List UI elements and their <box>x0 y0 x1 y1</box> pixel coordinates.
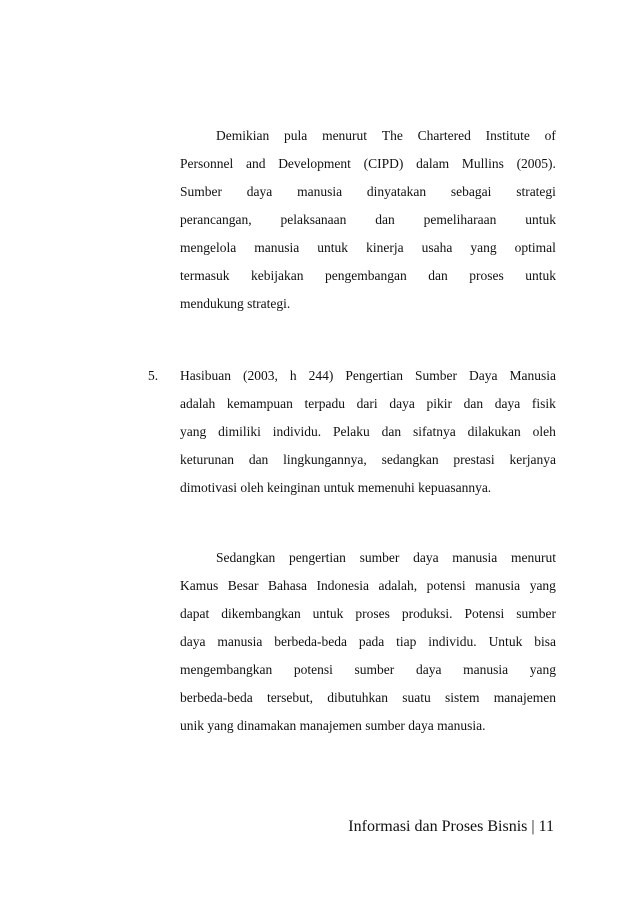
word: Institute <box>485 128 530 143</box>
word: manusia <box>254 240 300 255</box>
word: Sedangkan <box>216 550 276 565</box>
word: (2003, <box>242 368 278 383</box>
word: of <box>544 128 556 143</box>
list-number: 5. <box>148 368 159 383</box>
text-line <box>180 446 556 474</box>
word: dinyatakan <box>366 184 427 199</box>
word: The <box>381 128 403 143</box>
word: h <box>289 368 297 383</box>
word: dalam <box>416 156 450 171</box>
word: proses <box>355 606 390 621</box>
word: adalah, <box>378 578 418 593</box>
text-line <box>180 656 556 684</box>
word: Untuk <box>488 634 523 649</box>
word: yang <box>470 240 497 255</box>
word: Kamus <box>180 578 219 593</box>
word: daya <box>413 550 439 565</box>
word: sistem <box>445 690 480 705</box>
word: tersebut, <box>266 690 314 705</box>
word: (2005). <box>516 156 556 171</box>
word: menurut <box>322 128 368 143</box>
word: bisa <box>534 634 556 649</box>
word: oleh <box>532 424 556 439</box>
word: Development <box>278 156 351 171</box>
word: dapat <box>180 606 210 621</box>
word: proses <box>469 268 504 283</box>
word: Pengertian <box>345 368 404 383</box>
paragraph-kbbi-definition <box>180 544 556 740</box>
word: dan <box>428 268 448 283</box>
word: Besar <box>227 578 259 593</box>
word: Manusia <box>509 368 556 383</box>
word: manajemen <box>493 690 556 705</box>
word: potensi <box>426 578 466 593</box>
word: daya <box>389 396 415 411</box>
text-line <box>180 234 556 262</box>
word: Personnel <box>180 156 234 171</box>
word: suatu <box>402 690 431 705</box>
word: sumber <box>516 606 556 621</box>
word: daya <box>415 662 442 677</box>
word: berbeda-beda <box>274 634 347 649</box>
word: berbeda-beda <box>180 690 253 705</box>
text-line: mendukung strategi. <box>180 296 291 311</box>
word: dibutuhkan <box>327 690 389 705</box>
word: daya <box>180 634 206 649</box>
text-line <box>180 572 556 600</box>
word: kebijakan <box>251 268 304 283</box>
text-line <box>180 544 556 572</box>
word: tiap <box>396 634 417 649</box>
paragraph-hasibuan-definition <box>180 362 556 502</box>
text-line <box>180 262 556 290</box>
text-line <box>180 628 556 656</box>
word: Indonesia <box>316 578 370 593</box>
word: daya <box>246 184 273 199</box>
word: untuk <box>317 240 349 255</box>
word: daya <box>494 396 521 411</box>
word: sifatnya <box>412 424 456 439</box>
word: mengelola <box>180 240 237 255</box>
word: pula <box>284 128 308 143</box>
word: sedangkan <box>381 452 439 467</box>
word: adalah <box>180 396 216 411</box>
word: dan <box>375 212 395 227</box>
word: fisik <box>531 396 556 411</box>
word: Sumber <box>180 184 222 199</box>
word: Hasibuan <box>180 368 231 383</box>
word: Daya <box>469 368 498 383</box>
word: kinerja <box>366 240 404 255</box>
word: sumber <box>359 550 400 565</box>
word: prestasi <box>453 452 495 467</box>
word: dan <box>381 424 402 439</box>
word: dimiliki <box>218 424 261 439</box>
word: optimal <box>514 240 556 255</box>
word: yang <box>180 424 207 439</box>
text-line: dimotivasi oleh keinginan untuk memenuhi kepuasannya. <box>180 480 492 495</box>
text-line <box>180 362 556 390</box>
word: individu. <box>272 424 322 439</box>
word: kerjanya <box>509 452 556 467</box>
word: dan <box>463 396 484 411</box>
word: untuk <box>525 212 556 227</box>
word: menurut <box>510 550 556 565</box>
word: untuk <box>525 268 556 283</box>
word: individu. <box>428 634 477 649</box>
word: Mullins <box>461 156 504 171</box>
word: yang <box>529 578 556 593</box>
word: Sumber <box>415 368 458 383</box>
text-line <box>180 600 556 628</box>
word: manusia <box>475 578 521 593</box>
word: untuk <box>312 606 344 621</box>
word: pikir <box>426 396 452 411</box>
word: Chartered <box>417 128 471 143</box>
word: pengertian <box>288 550 346 565</box>
text-line <box>180 390 556 418</box>
word: strategi <box>516 184 556 199</box>
word: manusia <box>452 550 498 565</box>
word: Potensi <box>464 606 505 621</box>
word: Pelaku <box>332 424 370 439</box>
word: sebagai <box>450 184 492 199</box>
text-line <box>180 178 556 206</box>
word: pelaksanaan <box>280 212 347 227</box>
page-footer: Informasi dan Proses Bisnis | 11 <box>348 818 554 835</box>
word: usaha <box>421 240 453 255</box>
word: produksi. <box>401 606 453 621</box>
paragraph-cipd-definition <box>180 122 556 318</box>
word: lingkungannya, <box>283 452 367 467</box>
text-line: unik yang dinamakan manajemen sumber daya manusia. <box>180 718 486 733</box>
word: perancangan, <box>180 212 252 227</box>
word: dan <box>248 452 269 467</box>
word: manusia <box>297 184 343 199</box>
text-line <box>180 122 556 150</box>
word: 244) <box>308 368 334 383</box>
text-line <box>180 418 556 446</box>
word: pemeliharaan <box>423 212 497 227</box>
word: keturunan <box>180 452 234 467</box>
word: manusia <box>463 662 509 677</box>
text-line <box>180 150 556 178</box>
word: pengembangan <box>324 268 407 283</box>
word: terpadu <box>304 396 346 411</box>
word: pada <box>358 634 385 649</box>
word: kemampuan <box>226 396 293 411</box>
word: Bahasa <box>268 578 308 593</box>
word: manusia <box>217 634 263 649</box>
word: dari <box>356 396 378 411</box>
word: and <box>245 156 266 171</box>
word: Demikian <box>216 128 270 143</box>
word: termasuk <box>180 268 230 283</box>
word: potensi <box>293 662 333 677</box>
word: yang <box>529 662 556 677</box>
word: mengembangkan <box>180 662 273 677</box>
word: dikembangkan <box>221 606 301 621</box>
word: dilakukan <box>467 424 521 439</box>
word: (CIPD) <box>363 156 404 171</box>
text-line <box>180 684 556 712</box>
text-line <box>180 206 556 234</box>
word: sumber <box>354 662 395 677</box>
